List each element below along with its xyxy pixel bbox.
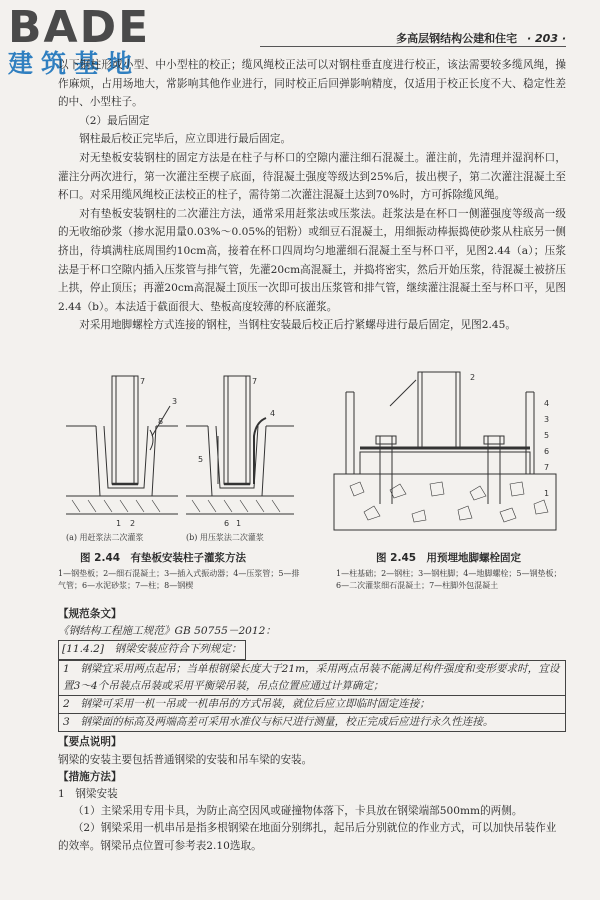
measures-paragraph: （1）主梁采用专用卡具，为防止高空因风或碰撞物体落下，卡具放在钢梁端部500mm的两侧。 <box>72 805 523 818</box>
code-item: 1 钢梁宜采用两点起吊；当单根钢梁长度大于21m，采用两点吊装不能满足构件强度和变形要求时，宜设置3～4个吊装点吊装或采用平衡梁吊装，吊点位置应通过计算确定； <box>59 661 565 696</box>
points-heading: 【要点说明】 <box>58 736 122 749</box>
header-rule <box>260 46 566 47</box>
fig244a-label-1: 1 <box>116 519 122 528</box>
code-heading: 【规范条文】 <box>58 608 122 620</box>
code-items-frame <box>58 660 566 733</box>
fig245-legend-line2: 6—二次灌浆细石混凝土；7—柱脚外包混凝土 <box>336 581 499 590</box>
fig245-label-2: 2 <box>470 373 476 382</box>
fig244a-label-3: 3 <box>172 397 178 406</box>
code-item: 3 钢梁面的标高及两端高差可采用水准仪与标尺进行测量，校正完成后应进行永久性连接。 <box>63 716 494 729</box>
logo-main: BADE <box>8 2 151 53</box>
fig244b-label-6: 6 <box>224 519 230 528</box>
fig245-label-6: 6 <box>544 447 550 456</box>
paragraph: 对无垫板安装钢柱的固定方法是在柱子与杯口的空隙内灌注细石混凝土。灌注前，先清理并湿润杯口，灌注分两次进行，第一次灌注至楔子底面，待混凝土强度等级达到25%后，拔出楔子，第二次灌注混凝土至杯口。对采用缆风绳校正法校正的柱子，需待第二次灌注混凝土达到70%时，方可拆除缆风绳。 <box>58 151 566 202</box>
fig244-sub-a: (a) 用赶浆法二次灌浆 <box>66 533 144 542</box>
fig244b-label-5: 5 <box>198 455 204 464</box>
fig245-label-4: 4 <box>544 399 550 408</box>
fig244b-label-1: 1 <box>236 519 242 528</box>
fig244a-label-8: 8 <box>158 417 164 426</box>
fig244-legend: 1—钢垫板；2—细石混凝土；3—插入式振动器；4—压浆管；5—排气管；6—水泥砂浆；7—柱；8—钢楔 <box>58 569 300 590</box>
points-text: 钢梁的安装主要包括普通钢梁的安装和吊车梁的安装。 <box>58 753 313 766</box>
fig244-sub-b: (b) 用压浆法二次灌浆 <box>186 533 264 542</box>
fig245-legend-line1: 1—柱基础；2—钢柱；3—钢柱脚；4—地脚螺栓；5—钢垫板； <box>336 569 562 578</box>
running-header <box>396 30 566 46</box>
fig245-label-7: 7 <box>544 463 550 472</box>
paragraph: 对采用地脚螺栓方式连接的钢柱，当钢柱安装最后校正后拧紧螺母进行最后固定，见图2.45。 <box>79 319 516 332</box>
code-standard: 《钢结构工程施工规范》GB 50755－2012： <box>58 625 276 638</box>
fig245-label-5: 5 <box>544 431 550 440</box>
code-clause: [11.4.2] 钢梁安装应符合下列规定： <box>58 640 246 659</box>
paragraph: 钢柱最后校正完毕后，应立即进行最后固定。 <box>79 133 292 146</box>
paragraph: 对有垫板安装钢柱的二次灌注方法，通常采用赶浆法或压浆法。赶浆法是在杯口一侧灌强度等级高一级的无收缩砂浆（掺水泥用量0.03%～0.05%的铝粉）或细豆石混凝土，用细振动棒振捣使砂浆从柱底另一侧挤出，待填满柱底周围约10cm高，接着在杯口四周均匀地灌细石混凝土至与杯口平，见图2.44（a）；压浆法是于杯口空隙内插入压浆管与排气管，先灌20cm高混凝土，并捣将密实，然后开始压浆，待混凝土被挤压上拱，停止顶压；再灌20cm高混凝土顶压一次即可拔出压浆管和排气管，继续灌注混凝土至与杯口平，见图2.44（b）。本法适于截面很大、垫板高度较薄的杯底灌浆。 <box>58 207 566 313</box>
fig245-label-1: 1 <box>544 489 550 498</box>
code-item: 2 钢梁可采用一机一吊或一机串吊的方式吊装，就位后应立即临时固定连接； <box>59 696 565 714</box>
fig244-caption: 图 2.44 有垫板安装柱子灌浆方法 <box>80 552 247 564</box>
page-number: · 203 · <box>527 32 566 45</box>
measures-paragraph: （2）钢梁采用一机串吊是指多根钢梁在地面分别绑扎，起吊后分别就位的作业方式，可以加快吊装作业的效率。钢梁吊点位置可参考表2.10选取。 <box>58 822 557 852</box>
fig245-label-3: 3 <box>544 415 550 424</box>
figures <box>58 366 566 602</box>
fig244b-label-7: 7 <box>252 377 258 386</box>
paragraph: 以下钢柱形或小型、中小型柱的校正；缆风绳校正法可以对钢柱垂直度进行校正，该法需要较多缆风绳，操作麻烦，占用场地大，常影响其他作业进行，同时校正后回弹影响精度，仅适用于校正长度不大、稳定性差的中、小型柱子。 <box>58 59 566 109</box>
fig244a-label-7: 7 <box>140 377 146 386</box>
fig245-caption: 图 2.45 用预埋地脚螺栓固定 <box>376 552 522 564</box>
code-section <box>58 606 566 855</box>
figure-2-44-drawing <box>58 366 298 536</box>
header-title: 多高层钢结构公建和住宅 <box>396 32 518 45</box>
paragraph-heading: （2）最后固定 <box>79 114 150 127</box>
body-text <box>58 56 566 335</box>
measures-subheading: 1 钢梁安装 <box>58 788 118 801</box>
measures-heading: 【措施方法】 <box>58 770 122 783</box>
logo-sub: 建筑基地 <box>8 49 141 78</box>
fig244a-label-2: 2 <box>130 519 136 528</box>
fig244b-label-4: 4 <box>270 409 276 418</box>
code-clause-box <box>58 640 566 659</box>
figure-2-45-drawing <box>320 366 566 536</box>
